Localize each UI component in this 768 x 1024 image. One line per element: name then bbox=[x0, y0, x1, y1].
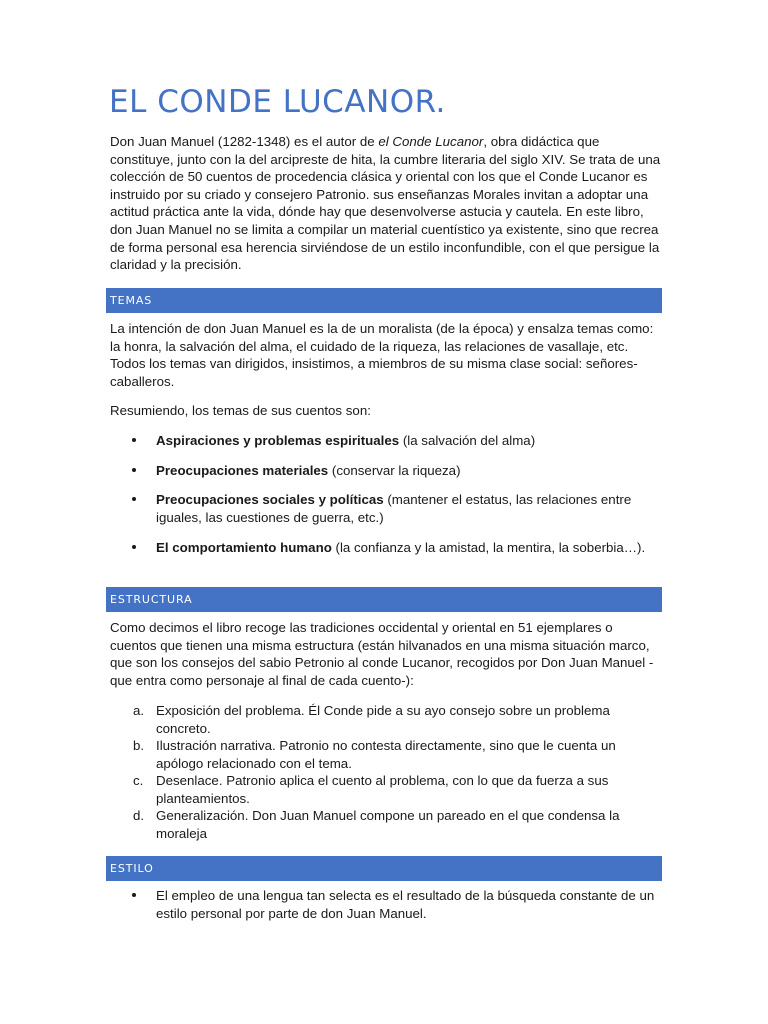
estilo-list-item bbox=[110, 887, 662, 922]
bullet-icon bbox=[132, 491, 136, 509]
temas-list-item bbox=[110, 432, 662, 450]
list-marker: a. bbox=[133, 703, 145, 718]
bullet-icon bbox=[132, 462, 136, 480]
theme-name: Aspiraciones y problemas espirituales bbox=[156, 433, 400, 448]
book-title-italic: el Conde Lucanor bbox=[378, 134, 484, 149]
temas-paragraph: La intención de don Juan Manuel es la de un moralista (de la época) y ensalza temas como: la honra, la salvación del alma, el cuidado de la riqueza, las relaciones de vasallaje, etc. Todos los temas van dirigidos, insistimos, a miembros de su misma clase social: señores-caballeros. bbox=[110, 321, 654, 389]
list-marker: d. bbox=[133, 808, 145, 823]
theme-detail: (la confianza y la amistad, la mentira, la soberbia…). bbox=[331, 540, 646, 555]
list-marker: b. bbox=[133, 738, 145, 753]
temas-list-item bbox=[110, 491, 662, 526]
temas-list-item bbox=[110, 539, 662, 557]
section-heading-estilo: ESTILO bbox=[106, 856, 662, 881]
estructura-list-item bbox=[110, 702, 662, 737]
section-heading-estructura: ESTRUCTURA bbox=[106, 587, 662, 612]
document-title: EL CONDE LUCANOR. bbox=[109, 84, 446, 120]
list-marker: c. bbox=[133, 773, 144, 788]
estructura-list-item bbox=[110, 807, 662, 842]
structure-step-text: Ilustración narrativa. Patronio no contesta directamente, sino que le cuenta un apólogo relacionado con el tema. bbox=[156, 738, 616, 771]
structure-step-text: Desenlace. Patronio aplica el cuento al problema, con lo que da fuerza a sus planteamientos. bbox=[156, 773, 609, 806]
bullet-icon bbox=[132, 432, 136, 450]
theme-name: Preocupaciones sociales y políticas bbox=[156, 492, 384, 507]
bullet-icon bbox=[132, 539, 136, 557]
temas-list-item bbox=[110, 462, 662, 480]
structure-step-text: Generalización. Don Juan Manuel compone un pareado en el que condensa la moraleja bbox=[156, 808, 620, 841]
theme-name: Preocupaciones materiales bbox=[156, 463, 329, 478]
section-heading-temas: TEMAS bbox=[106, 288, 662, 313]
theme-detail: (la salvación del alma) bbox=[399, 433, 536, 448]
theme-detail: (conservar la riqueza) bbox=[328, 463, 461, 478]
temas-summary-line: Resumiendo, los temas de sus cuentos son: bbox=[110, 403, 371, 418]
theme-detail: (mantener el estatus, las relaciones entre iguales, las cuestiones de guerra, etc.) bbox=[156, 492, 632, 525]
intro-paragraph bbox=[110, 133, 662, 274]
theme-name: El comportamiento humano bbox=[156, 540, 332, 555]
intro-text-start: Don Juan Manuel (1282-1348) es el autor de bbox=[110, 134, 379, 149]
estructura-paragraph: Como decimos el libro recoge las tradiciones occidental y oriental en 51 ejemplares o cuentos que tienen una misma estructura (están hilvanados en una misma situación marco, que son los consejos del sabio Petronio al conde Lucanor, recogidos por Don Juan Manuel -que entra como personaje al final de cada cuento-): bbox=[110, 620, 654, 688]
estructura-list-item bbox=[110, 772, 662, 807]
structure-step-text: Exposición del problema. Él Conde pide a su ayo consejo sobre un problema concreto. bbox=[156, 703, 610, 736]
estructura-list-item bbox=[110, 737, 662, 772]
style-point-text: El empleo de una lengua tan selecta es el resultado de la búsqueda constante de un estilo personal por parte de don Juan Manuel. bbox=[156, 888, 655, 921]
bullet-icon bbox=[132, 887, 136, 905]
intro-text-rest: , obra didáctica que constituye, junto con la del arcipreste de hita, la cumbre literaria del siglo XIV. Se trata de una colección de 50 cuentos de procedencia clásica y oriental con los que el Conde Lucanor es instruido por su criado y consejero Patronio. sus enseñanzas Morales invitan a adoptar una actitud práctica ante la vida, dónde hay que desenvolverse astucia y cautela. En este libro, don Juan Manuel no se limita a compilar un material cuentístico ya existente, sino que recrea de forma personal esa herencia sirviéndose de un estilo inconfundible, con el que persigue la claridad y la precisión. bbox=[110, 134, 661, 273]
